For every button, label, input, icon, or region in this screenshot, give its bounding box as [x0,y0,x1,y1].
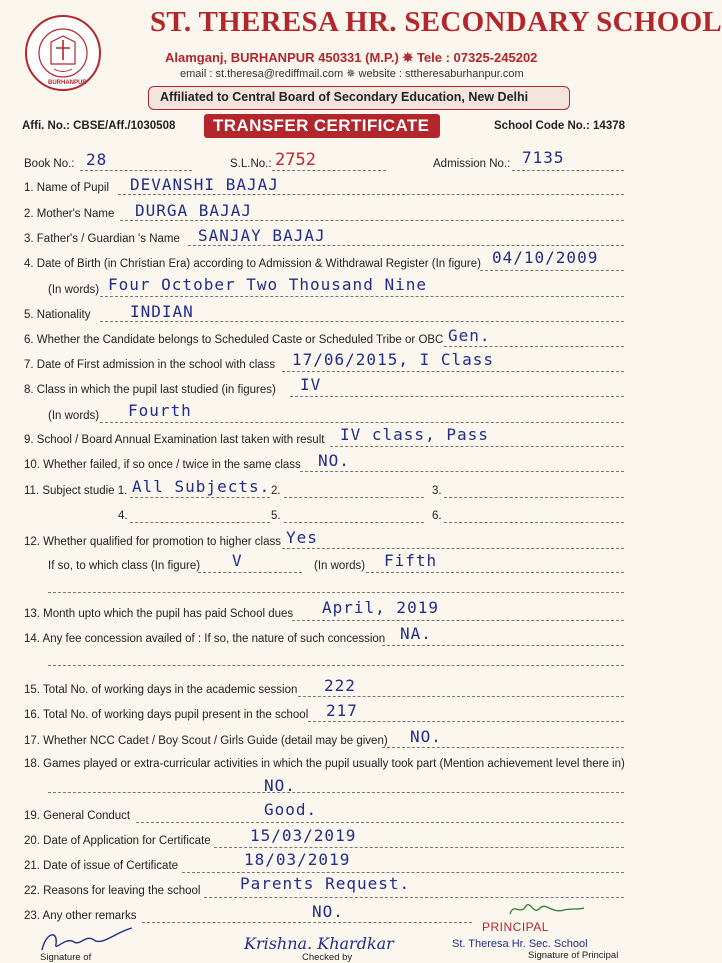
activities-value: NO. [264,776,296,795]
signature-of-label: Signature of [40,952,92,963]
subject-3-number: 3. [432,485,442,497]
dues-value: April, 2019 [322,598,439,617]
promoted-class-words-label: (In words) [314,560,366,572]
failed-label: 10. Whether failed, if so once / twice in the same class [24,459,301,471]
nationality-value: INDIAN [130,302,194,321]
promoted-class-value: V [232,551,243,570]
principal-stamp: PRINCIPAL [482,920,549,934]
activities-label: 18. Games played or extra-curricular activities in which the pupil usually took part (Mention achievement level there in) [24,758,625,770]
subject-6-number: 6. [432,510,442,522]
principal-signature [506,898,586,920]
working-days-value: 222 [324,676,356,695]
father-name-label: 3. Father's / Guardian 's Name [24,233,180,245]
document-title: TRANSFER CERTIFICATE [213,116,430,135]
first-admission-label: 7. Date of First admission in the school with class [24,359,276,371]
dob-words-value: Four October Two Thousand Nine [108,275,427,294]
promoted-class-words-value: Fifth [384,551,438,570]
admission-no-value: 7135 [522,148,565,167]
first-admission-value: 17/06/2015, I Class [292,350,495,369]
father-name-value: SANJAY BAJAJ [198,226,326,245]
last-class-value: IV [300,375,322,394]
school-code: School Code No.: 14378 [494,120,626,132]
stamp-school-name: St. Theresa Hr. Sec. School [452,938,588,950]
application-date-value: 15/03/2019 [250,826,357,845]
conduct-value: Good. [264,800,318,819]
checked-by-label: Checked by [302,952,353,963]
promoted-class-label: If so, to which class (In figure) [48,560,201,572]
book-no-label: Book No.: [24,158,75,170]
leaving-reason-value: Parents Request. [240,874,411,893]
affiliation-text: Affiliated to Central Board of Secondary Education, New Delhi [160,90,529,104]
last-class-words-value: Fourth [128,401,192,420]
admission-no-label: Admission No.: [433,158,511,170]
nationality-label: 5. Nationality [24,309,91,321]
remarks-label: 23. Any other remarks [24,910,137,922]
mother-name-value: DURGA BAJAJ [135,201,252,220]
book-no-value: 28 [86,150,108,169]
application-date-label: 20. Date of Application for Certificate [24,835,211,847]
school-address: Alamganj, BURHANPUR 450331 (M.P.) ✵ Tele : 07325-245202 [165,50,538,65]
sl-no-label: S.L.No.: [230,158,272,170]
ncc-value: NO. [410,727,442,746]
conduct-label: 19. General Conduct [24,810,131,822]
sl-no-value: 2752 [275,150,316,170]
concession-label: 14. Any fee concession availed of : If so, the nature of such concession [24,633,386,645]
present-days-label: 16. Total No. of working days pupil present in the school [24,709,309,721]
dues-label: 13. Month upto which the pupil has paid School dues [24,608,294,620]
school-name: ST. THERESA HR. SECONDARY SCHOOL [150,6,722,38]
failed-value: NO. [318,451,350,470]
dob-label: 4. Date of Birth (in Christian Era) according to Admission & Withdrawal Register (In figure) [24,258,481,270]
subject-4-number: 4. [118,510,128,522]
present-days-value: 217 [326,701,358,720]
concession-value: NA. [400,624,432,643]
category-label: 6. Whether the Candidate belongs to Scheduled Caste or Scheduled Tribe or OBC [24,334,444,346]
school-contact: email : st.theresa@rediffmail.com ✵ website : sttheresaburhanpur.com [180,68,524,80]
exam-value: IV class, Pass [340,425,489,444]
exam-label: 9. School / Board Annual Examination last taken with result [24,434,325,446]
dob-value: 04/10/2009 [492,248,599,267]
promotion-value: Yes [286,528,318,547]
mother-name-label: 2. Mother's Name [24,208,115,220]
principal-signature-label: Signature of Principal [528,950,619,961]
remarks-value: NO. [312,902,344,921]
affiliation-number: Affi. No.: CBSE/Aff./1030508 [22,120,176,132]
pupil-name-value: DEVANSHI BAJAJ [130,175,279,194]
issue-date-value: 18/03/2019 [244,850,351,869]
dob-words-label: (In words) [48,284,100,296]
issue-date-label: 21. Date of issue of Certificate [24,860,179,872]
last-class-words-label: (In words) [48,410,100,422]
last-class-label: 8. Class in which the pupil last studied (in figures) [24,384,276,396]
subject-5-number: 5. [271,510,281,522]
logo-text-top: ST. THERESA'S HIGHER SECONDARY SCHOOL [24,4,115,9]
subject-1-value: All Subjects. [132,477,271,496]
logo-text-bottom: BURHANPUR [48,80,87,86]
subjects-label: 11. Subject studie 1. [24,485,128,497]
category-value: Gen. [448,326,491,345]
checker-signature: Krishna. Khardkar [244,934,394,953]
promotion-label: 12. Whether qualified for promotion to higher class [24,536,281,548]
ncc-label: 17. Whether NCC Cadet / Boy Scout / Girls Guide (detail may be given) [24,735,388,747]
pupil-name-label: 1. Name of Pupil [24,182,110,194]
leaving-reason-label: 22. Reasons for leaving the school [24,885,201,897]
subject-2-number: 2. [271,485,281,497]
working-days-label: 15. Total No. of working days in the academic session [24,684,298,696]
